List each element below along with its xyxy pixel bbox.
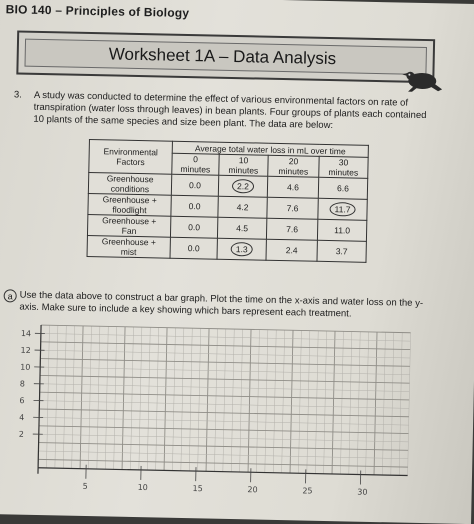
worksheet-banner [16, 30, 435, 83]
grid-line-vertical [223, 329, 226, 472]
data-table [87, 139, 369, 263]
table-cell: 4.2 [218, 196, 267, 218]
graph-paper [0, 314, 469, 524]
table-cell: 0.0 [170, 216, 217, 238]
grid-line-vertical [97, 326, 100, 469]
frog-icon [398, 66, 445, 93]
grid-line-vertical [265, 330, 268, 473]
grid-line-vertical [122, 327, 125, 470]
x-tick-label: 25 [302, 486, 312, 495]
table-cell: 0.0 [171, 174, 218, 196]
grid-line-vertical [164, 328, 167, 471]
part-a-marker: a [4, 289, 17, 302]
grid-line-vertical [156, 327, 159, 470]
grid-line-vertical [114, 327, 117, 470]
x-tick-label: 5 [83, 482, 88, 491]
grid-line-vertical [315, 331, 318, 474]
grid-line-vertical [282, 330, 285, 473]
grid-line-vertical [231, 329, 234, 472]
y-tick-label: 8 [20, 379, 25, 388]
y-tick-label: 4 [19, 413, 24, 422]
table-cell: 7.6 [266, 218, 317, 240]
grid-line-vertical [399, 333, 402, 476]
table-row [87, 235, 366, 262]
grid-line-vertical [408, 333, 411, 476]
grid-line-vertical [105, 326, 108, 469]
header-time-20: 20 minutes [268, 155, 319, 177]
grid-line-vertical [382, 332, 385, 475]
grid-line-vertical [307, 331, 310, 474]
y-tick-label: 12 [20, 346, 30, 355]
header-time-10: 10 minutes [219, 154, 268, 176]
grid-line-vertical [80, 326, 83, 469]
x-tick-label: 10 [138, 483, 148, 492]
worksheet-title: Worksheet 1A – Data Analysis [109, 44, 337, 69]
table-cell: 7.6 [267, 197, 318, 219]
question-number: 3. [14, 89, 22, 100]
grid-line-vertical [130, 327, 133, 470]
grid-line-vertical [147, 327, 150, 470]
grid-line-vertical [172, 328, 175, 471]
grid-line-vertical [357, 332, 360, 475]
x-tick-label: 15 [192, 484, 202, 493]
table-cell: 4.5 [217, 217, 266, 239]
table-cell: 0.0 [171, 195, 218, 217]
grid-line-vertical [206, 329, 209, 472]
table-cell: 11.7 [318, 198, 367, 220]
table-cell: 11.0 [317, 219, 366, 241]
grid-line-vertical [298, 330, 301, 473]
grid-line-vertical [55, 325, 58, 468]
grid-line-vertical [189, 328, 192, 471]
table-cell: 4.6 [267, 176, 318, 198]
y-tick-label: 14 [21, 329, 31, 338]
x-tick-label: 30 [357, 487, 367, 496]
grid-line-vertical [273, 330, 276, 473]
grid-line-vertical [248, 329, 251, 472]
grid-line-vertical [324, 331, 327, 474]
course-title: BIO 140 – Principles of Biology [6, 2, 190, 20]
grid-line-vertical [349, 332, 352, 475]
question-text: A study was conducted to determine the effect of various environmental factors on rate of transpiration (water loss through leaves) in bean plants. Four groups of plants each contained 10 plants of the same species and size been plant. The data are below: [33, 90, 434, 134]
grid-line-vertical [63, 326, 66, 469]
grid-line-vertical [256, 330, 259, 473]
y-tick-label: 10 [20, 363, 30, 372]
grid-line-vertical [181, 328, 184, 471]
header-time-0: 0 minutes [172, 153, 219, 175]
table-cell: 6.6 [318, 177, 367, 199]
y-tick-label: 2 [19, 430, 24, 439]
grid-line-vertical [214, 329, 217, 472]
part-a-instructions: Use the data above to construct a bar graph. Plot the time on the x-axis and water loss on the y-axis. Make sure to include a key showing which bars represent each treatment. [19, 290, 429, 323]
grid-line-vertical [46, 325, 49, 468]
grid-line-vertical [72, 326, 75, 469]
grid-line-vertical [391, 332, 394, 475]
row-factor: Greenhouse + mist [87, 235, 170, 258]
table-cell: 2.4 [266, 239, 317, 261]
grid-line-vertical [340, 331, 343, 474]
header-environmental-factors: Environmental Factors [89, 139, 173, 174]
header-water-loss: Average total water loss in mL over time [172, 141, 368, 157]
row-factor: Greenhouse + floodlight [88, 193, 171, 216]
grid-line-vertical [366, 332, 369, 475]
grid-line-vertical [88, 326, 91, 469]
grid-line-vertical [198, 328, 201, 471]
grid-line-vertical [240, 329, 243, 472]
grid-line-vertical [139, 327, 142, 470]
grid-line-vertical [374, 332, 377, 475]
row-factor: Greenhouse conditions [88, 172, 171, 195]
table-cell: 0.0 [170, 237, 217, 259]
table-cell: 2.2 [218, 175, 267, 197]
x-tick-label: 20 [247, 485, 257, 494]
table-cell: 3.7 [317, 240, 366, 262]
header-time-30: 30 minutes [319, 156, 368, 178]
grid-line-vertical [290, 330, 293, 473]
grid-line-vertical [332, 331, 335, 474]
y-tick-label: 6 [19, 396, 24, 405]
table-cell: 1.3 [217, 238, 266, 260]
y-axis-line [38, 325, 41, 474]
row-factor: Greenhouse + Fan [87, 214, 170, 237]
